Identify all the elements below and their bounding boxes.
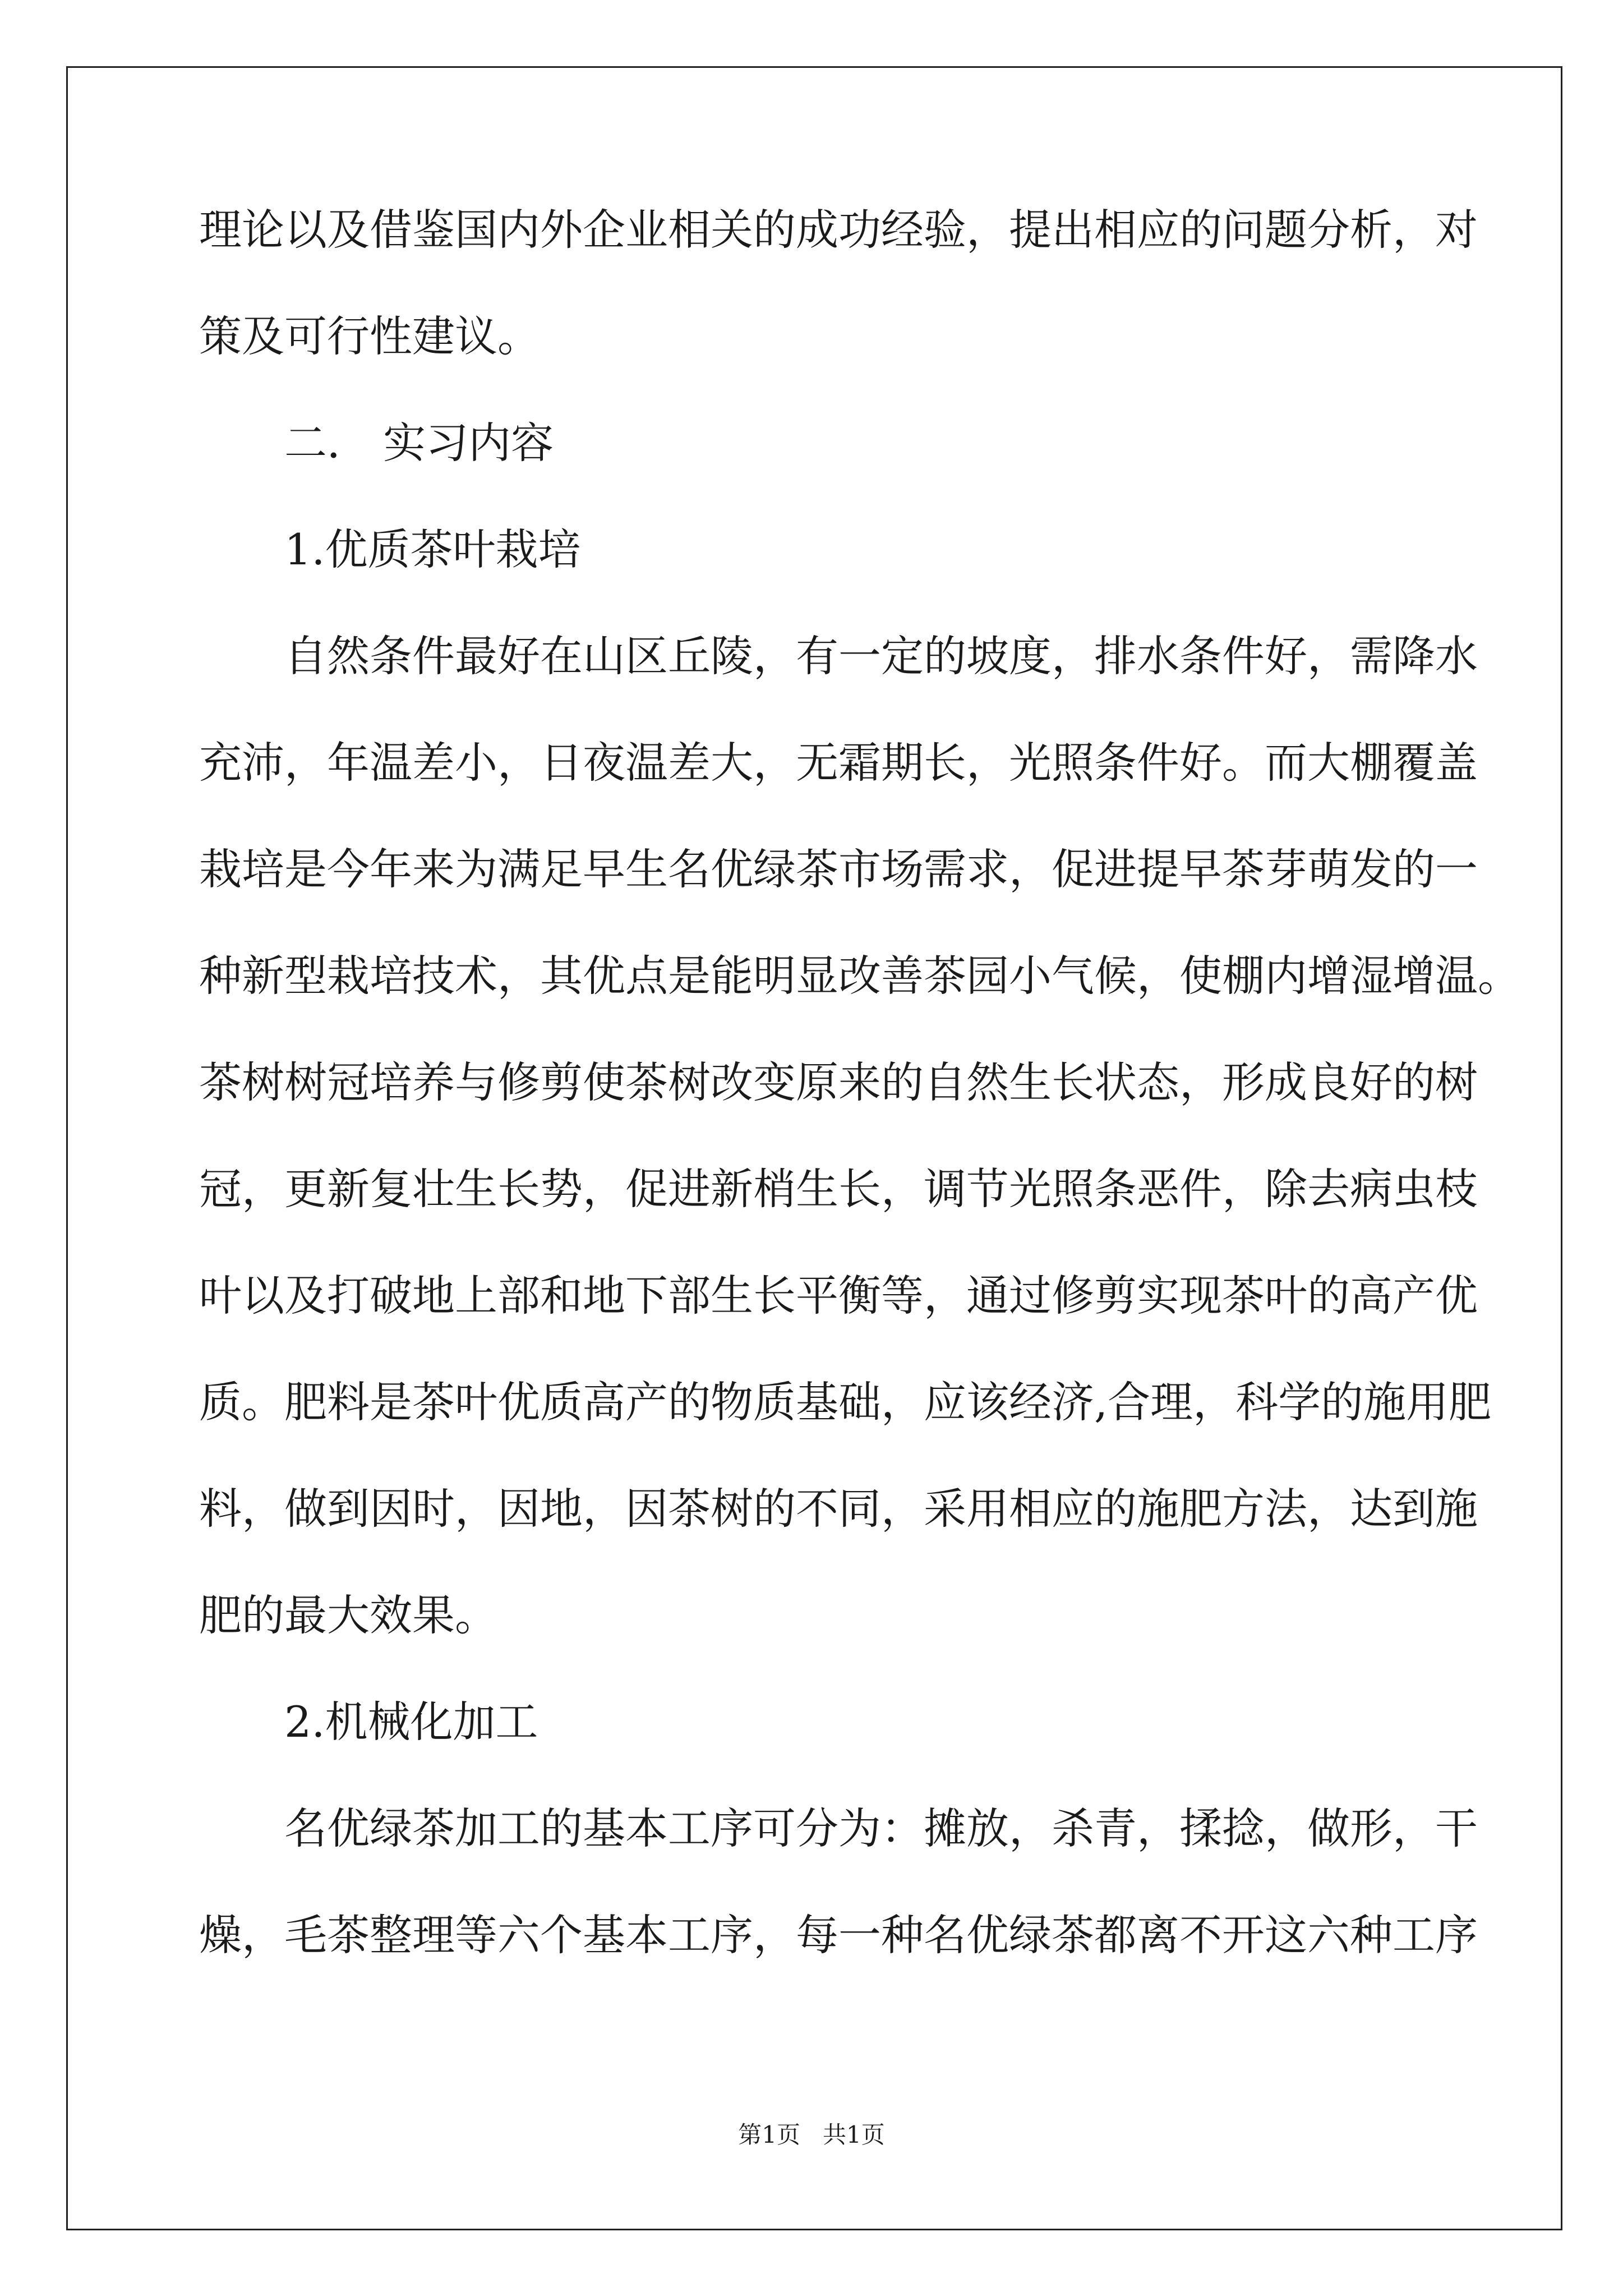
text-line: 燥，毛茶整理等六个基本工序，每一种名优绿茶都离不开这六种工序 — [199, 1910, 1478, 1960]
text-line: 冠，更新复壮生长势，促进新梢生长，调节光照条恶件，除去病虫枝 — [199, 1164, 1478, 1214]
section-heading: 二． 实习内容 — [284, 418, 554, 468]
text-line: 肥的最大效果。 — [199, 1590, 497, 1640]
text-line: 料，做到因时，因地，因茶树的不同，采用相应的施肥方法，达到施 — [199, 1484, 1478, 1534]
document-body — [199, 205, 1520, 1960]
text-line: 叶以及打破地上部和地下部生长平衡等，通过修剪实现茶叶的高产优 — [199, 1271, 1478, 1320]
text-line: 名优绿茶加工的基本工序可分为：摊放，杀青，揉捻，做形，干 — [284, 1803, 1478, 1853]
text-line: 质。肥料是茶叶优质高产的物质基础，应该经济,合理，科学的施用肥 — [199, 1377, 1492, 1427]
page-footer: 第1页 共1页 — [738, 2121, 885, 2148]
text-line: 自然条件最好在山区丘陵，有一定的坡度，排水条件好，需降水 — [284, 631, 1478, 681]
text-line: 栽培是今年来为满足早生名优绿茶市场需求，促进提早茶芽萌发的一 — [199, 844, 1478, 894]
text-line: 充沛，年温差小，日夜温差大，无霜期长，光照条件好。而大棚覆盖 — [199, 738, 1478, 788]
text-line: 茶树树冠培养与修剪使茶树改变原来的自然生长状态，形成良好的树 — [199, 1057, 1478, 1107]
subsection-heading: 2.机械化加工 — [284, 1697, 538, 1747]
subsection-heading: 1.优质茶叶栽培 — [284, 524, 581, 574]
text-line: 策及可行性建议。 — [199, 311, 540, 361]
text-line: 理论以及借鉴国内外企业相关的成功经验，提出相应的问题分析，对 — [199, 205, 1478, 255]
text-line: 种新型栽培技术，其优点是能明显改善茶园小气候，使棚内增湿增温。 — [199, 951, 1520, 1001]
